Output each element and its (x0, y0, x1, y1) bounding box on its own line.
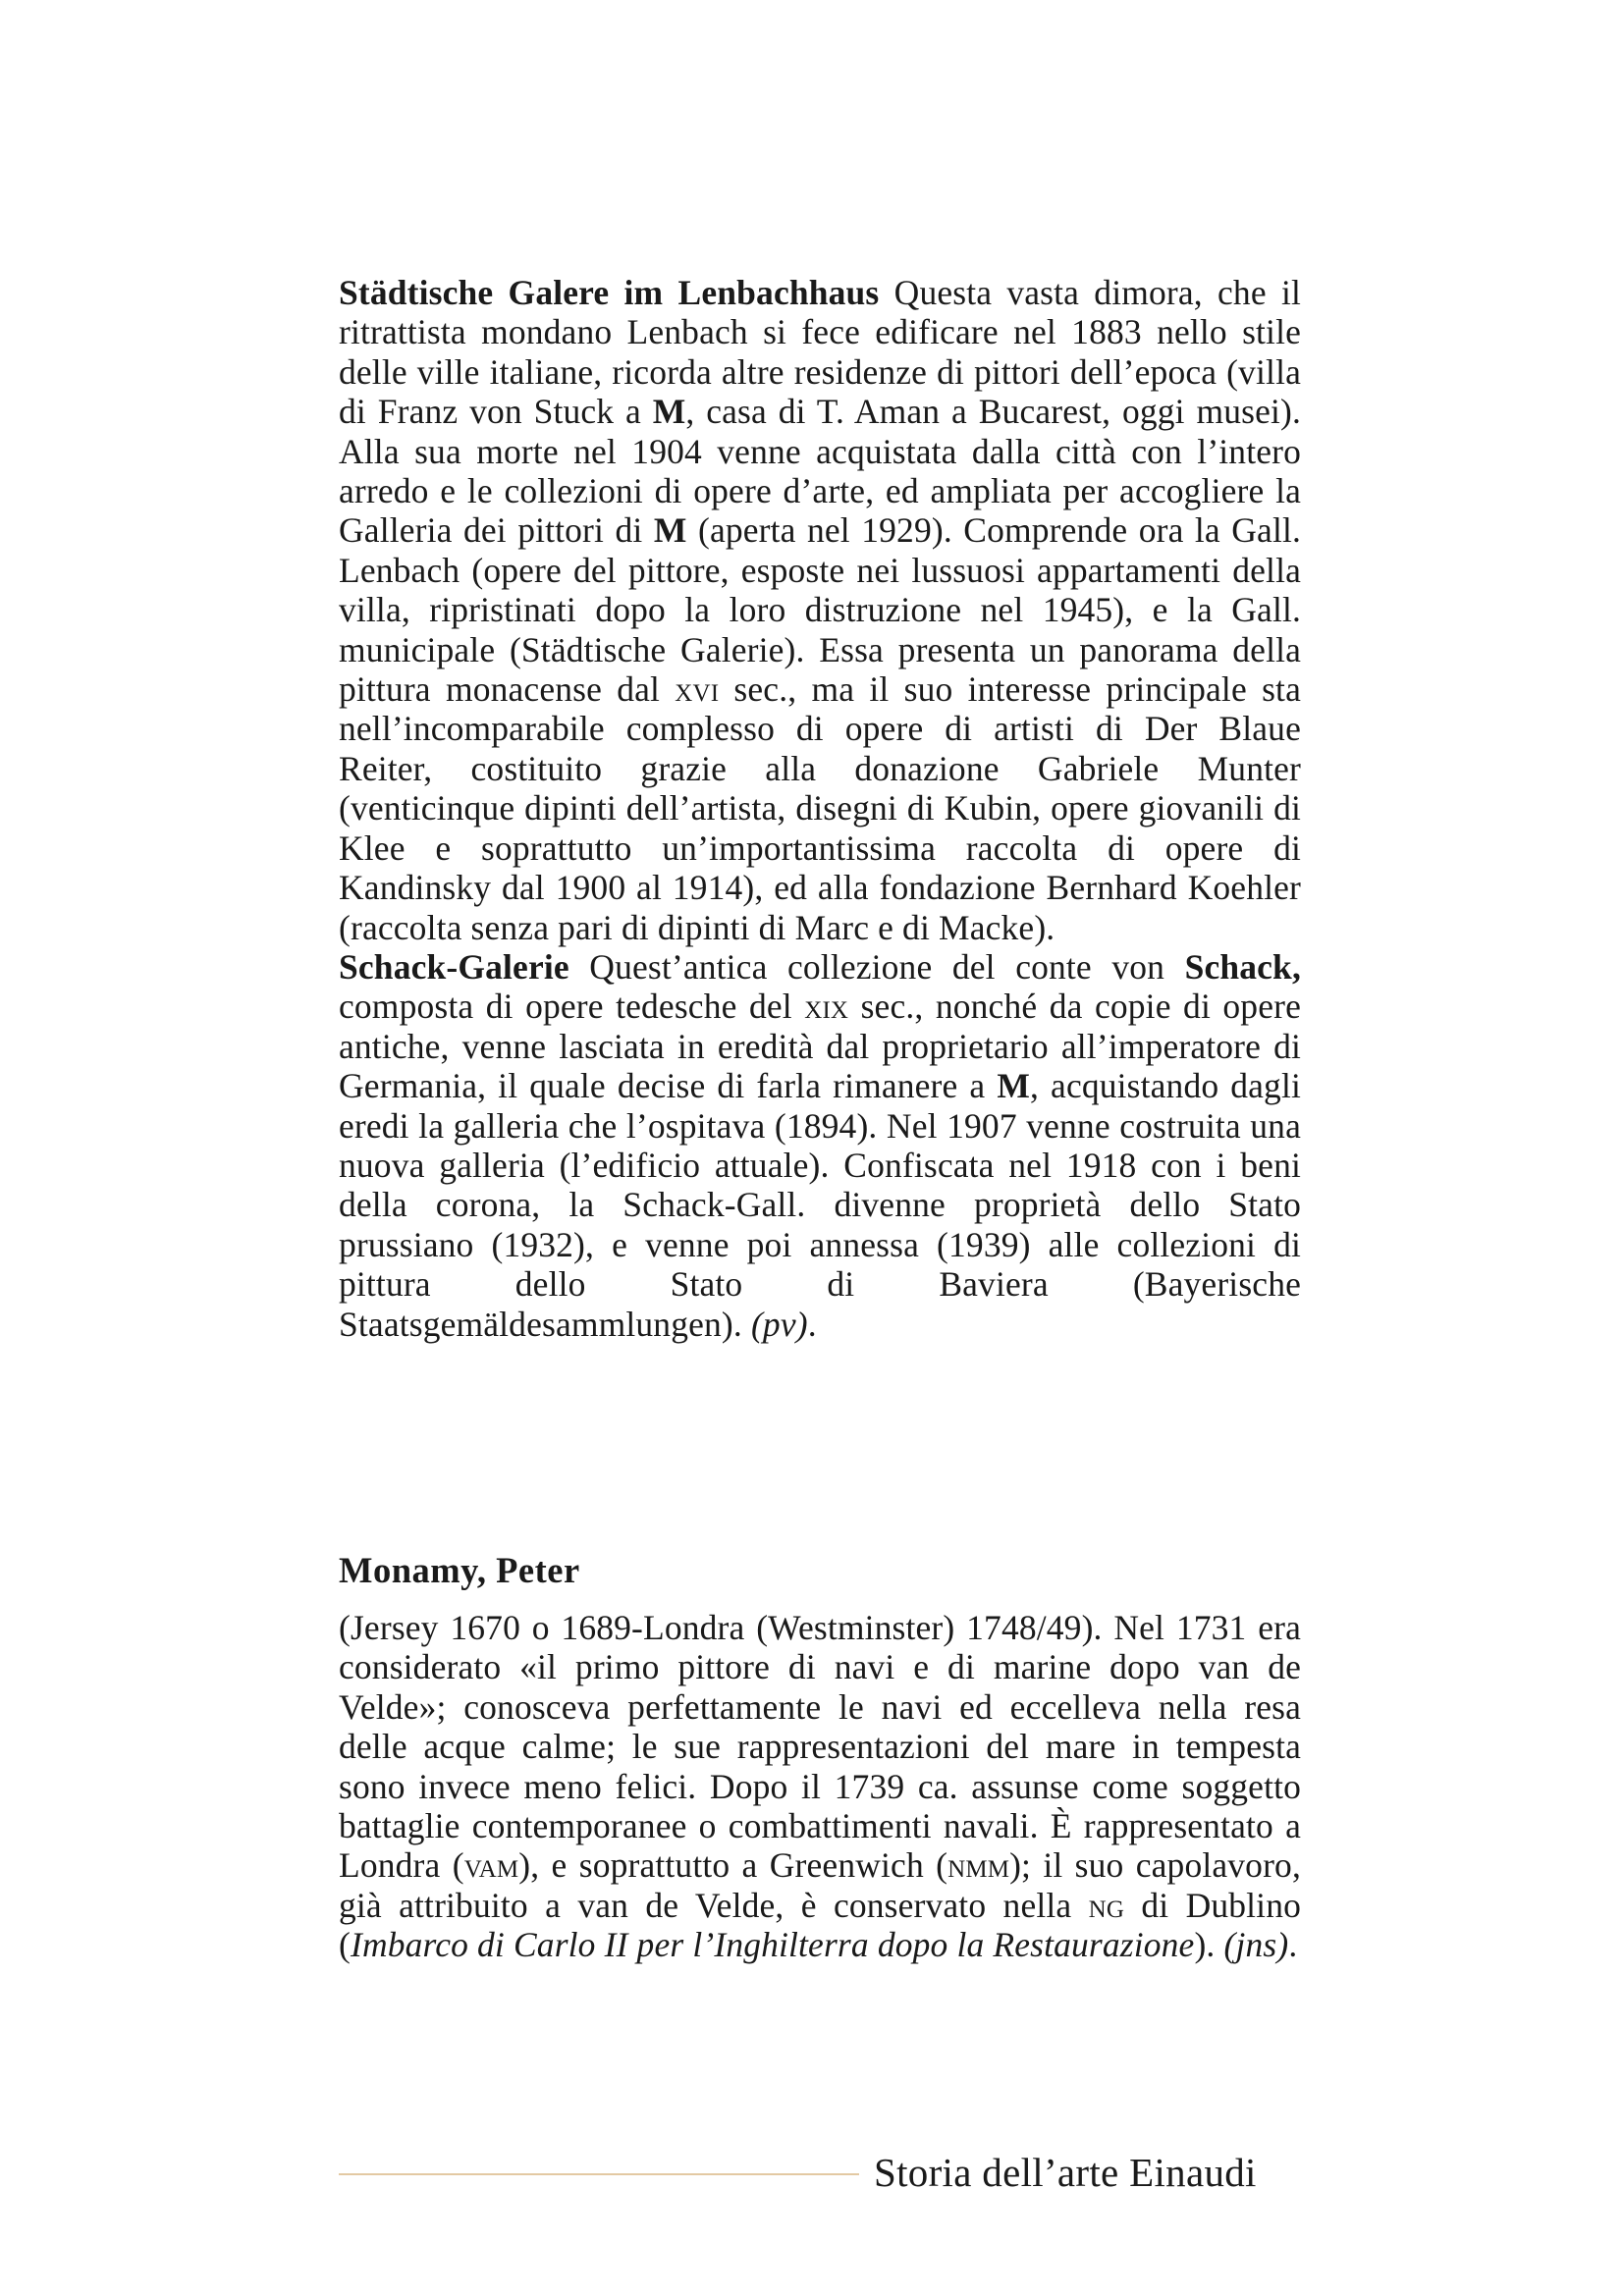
person-name: Schack, (1184, 946, 1301, 987)
entry-title-schack: Schack-Galerie (339, 946, 569, 987)
entry-body: (Jersey 1670 o 1689-Londra (Westminster) 1748/49). Nel 1731 era considerato «il primo pittore di navi e di marine dopo van de Velde»; conosceva perfettamente le navi ed eccelleva nella resa delle acque calme; le sue rappresentazioni del mare in tempesta sono invece meno felici. Dopo il 1739 ca. assunse come soggetto battaglie contemporanee o combattimenti navali. È rappresentato a Londra ( (339, 1608, 1301, 1886)
entry-body: ); il suo capolavoro, già attribuito a van de Velde, è conservato nella (339, 1845, 1301, 1925)
entry-body: Quest’antica collezione del conte von (589, 946, 1165, 987)
footer-divider (339, 2173, 859, 2175)
museum-entries-block (339, 273, 1301, 1344)
entry-body: ). (1194, 1925, 1216, 1965)
entry-body: sec., ma il suo interesse principale sta nell’incomparabile complesso di opere di artisti di Der Blaue Reiter, costituito grazie alla donazione Gabriele Munter (venticinque dipinti dell’artista, disegni di Kubin, opere giovanili di Klee e soprattutto un’importantissima raccolta di opere di Kandinsky dal 1900 al 1914), ed alla fondazione Bernhard Koehler (raccolta senza pari di dipinti di Marc e di Macke). (339, 669, 1301, 947)
city-abbrev: M (652, 392, 686, 432)
city-abbrev: M (997, 1066, 1031, 1106)
entry-title-lenbachhaus: Städtische Galere im Lenbachhaus (339, 273, 880, 312)
century-numeral: xvi (675, 669, 720, 710)
entry-body: di Dublino ( (339, 1885, 1302, 1965)
entry-body: composta di opere tedesche del (339, 987, 792, 1027)
entry-heading-monamy: Monamy, Peter (339, 1550, 580, 1590)
entry-body: Questa vasta dimora, che il ritrattista mondano Lenbach si fece edificare nel 1883 nello stile delle ville italiane, ricorda altre residenze di pittori dell’epoca (villa di Franz von Stuck a (339, 273, 1301, 432)
city-abbrev: M (653, 510, 687, 551)
entry-body: , acquistando dagli eredi la galleria che l’ospitava (1894). Nel 1907 venne costruita una nuova galleria (l’edificio attuale). Confiscata nel 1918 con i beni della corona, la Schack-Gall. divenne proprietà dello Stato prussiano (1932), e venne poi annessa (1939) alle collezioni di pittura dello Stato di Baviera (Bayerische Staatsgemäldesammlungen). (339, 1066, 1301, 1344)
entry-body: , casa di T. Aman a Bucarest, oggi musei). Alla sua morte nel 1904 venne acquistata dalla città con l’intero arredo e le collezioni di opere d’arte, ed ampliata per accogliere la Galleria dei pittori di (339, 392, 1301, 551)
author-initials: (pv) (750, 1304, 808, 1344)
entry-end: . (807, 1304, 817, 1344)
entry-monamy (339, 1608, 1301, 1965)
museum-abbrev: ng (1088, 1885, 1125, 1925)
entry-schack (339, 947, 1301, 1344)
author-initials: (jns) (1223, 1925, 1289, 1965)
artwork-title: Imbarco di Carlo II per l’Inghilterra dopo la Restaurazione (350, 1925, 1195, 1965)
entry-body: ), e soprattutto a Greenwich ( (518, 1845, 948, 1886)
century-numeral: xix (804, 987, 849, 1027)
monamy-entry-block (339, 1608, 1301, 1965)
footer-title: Storia dell’arte Einaudi (874, 2150, 1257, 2195)
entry-end: . (1288, 1925, 1298, 1965)
museum-abbrev: nmm (947, 1845, 1010, 1886)
entry-body: sec., nonché da copie di opere antiche, venne lasciata in eredità dal proprietario all’imperatore di Germania, il quale decise di farla rimanere a (339, 987, 1301, 1106)
entry-body: (aperta nel 1929). Comprende ora la Gall. Lenbach (opere del pittore, esposte nei lussuosi appartamenti della villa, ripristinati dopo la loro distruzione nel 1945), e la Gall. municipale (Städtische Galerie). Essa presenta un panorama della pittura monacense dal (339, 510, 1302, 710)
museum-abbrev: vam (463, 1845, 519, 1886)
entry-lenbachhaus (339, 273, 1301, 947)
